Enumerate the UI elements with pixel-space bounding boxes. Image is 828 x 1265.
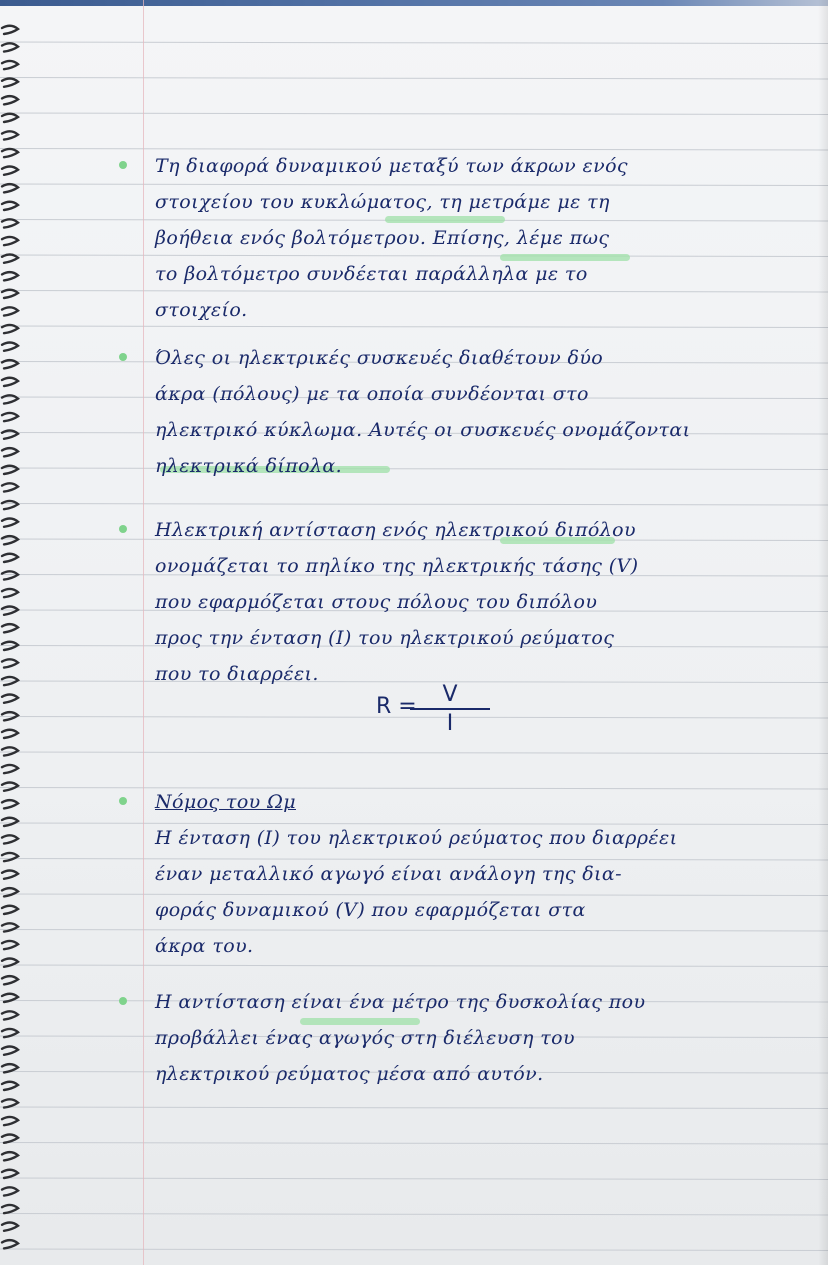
spiral-ring [2,167,18,175]
spiral-ring [2,800,18,808]
spiral-ring [2,642,18,650]
bullet-point [119,353,127,361]
spiral-ring [2,131,18,139]
spiral-ring [2,607,18,615]
rule-line [0,965,828,967]
spiral-ring [2,1152,18,1160]
spiral-ring [2,589,18,597]
note-line: που εφαρμόζεται στους πόλους του διπόλου [155,591,598,613]
spiral-ring [2,818,18,826]
rule-line [0,752,828,754]
spiral-ring [2,26,18,34]
spiral-ring [2,219,18,227]
spiral-ring [2,1029,18,1037]
spiral-ring [2,730,18,738]
spiral-ring [2,1187,18,1195]
resistance-formula [376,682,490,738]
rule-line [0,42,828,44]
spiral-ring [2,1117,18,1125]
note-line: στοιχείο. [155,299,248,321]
note-paragraph-ohms-law [155,784,795,964]
spiral-ring [2,360,18,368]
spiral-ring [2,1205,18,1213]
rule-line [0,1107,828,1109]
spiral-ring [2,343,18,351]
spiral-ring [2,184,18,192]
spiral-ring [2,923,18,931]
spiral-ring [2,677,18,685]
spiral-ring [2,712,18,720]
note-line: Ηλεκτρική αντίσταση ενός ηλεκτρικού διπόλου [155,519,636,541]
spiral-ring [2,835,18,843]
spiral-ring [2,237,18,245]
margin-line [143,0,144,1265]
note-line: προβάλλει ένας αγωγός στη διέλευση του [155,1027,575,1049]
spiral-ring [2,431,18,439]
spiral-ring [2,501,18,509]
spiral-ring [2,202,18,210]
spiral-ring [2,43,18,51]
note-line: το βολτόμετρο συνδέεται παράλληλα με το [155,263,588,285]
spiral-ring [2,571,18,579]
spiral-ring [2,395,18,403]
spiral-ring [2,448,18,456]
note-line: ονομάζεται το πηλίκο της ηλεκτρικής τάσης (V) [155,555,639,577]
spiral-ring [2,96,18,104]
spiral-ring [2,994,18,1002]
spiral-ring [2,1170,18,1178]
formula-denominator: I [446,711,454,736]
note-line: άκρα του. [155,935,254,957]
note-line: ηλεκτρικού ρεύματος μέσα από αυτόν. [155,1063,544,1085]
rule-line [0,1178,828,1180]
spiral-ring [2,853,18,861]
spiral-ring [2,519,18,527]
bullet-point [119,161,127,169]
spiral-ring [2,1047,18,1055]
spiral-binding [0,0,24,1265]
spiral-ring [2,1011,18,1019]
note-line: ηλεκτρικό κύκλωμα. Αυτές οι συσκευές ονομάζονται [155,419,691,441]
spiral-ring [2,959,18,967]
spiral-ring [2,483,18,491]
rule-line [0,1143,828,1145]
spiral-ring [2,659,18,667]
spiral-ring [2,79,18,87]
note-line: έναν μεταλλικό αγωγό είναι ανάλογη της δια- [155,863,622,885]
note-paragraph-resistance-measure [155,984,795,1092]
spiral-ring [2,1099,18,1107]
note-line: άκρα (πόλους) με τα οποία συνδέονται στο [155,383,589,405]
page-shadow [818,0,828,1265]
note-paragraph-dipoles [155,340,795,484]
spiral-ring [2,888,18,896]
note-line: στοιχείου του κυκλώματος, τη μετράμε με τη [155,191,610,213]
spiral-ring [2,941,18,949]
spiral-ring [2,536,18,544]
spiral-ring [2,871,18,879]
bullet-point [119,797,127,805]
spiral-ring [2,149,18,157]
note-paragraph-resistance-definition [155,512,795,692]
spiral-ring [2,783,18,791]
bullet-point [119,997,127,1005]
spiral-ring [2,272,18,280]
spiral-ring [2,255,18,263]
rule-line [0,1249,828,1251]
spiral-ring [2,1223,18,1231]
note-line: Η ένταση (I) του ηλεκτρικού ρεύματος που διαρρέει [155,827,678,849]
formula-left-side: R = [376,694,417,719]
spiral-ring [2,1240,18,1248]
spiral-ring [2,378,18,386]
spiral-ring [2,976,18,984]
note-line: φοράς δυναμικού (V) που εφαρμόζεται στα [155,899,586,921]
spiral-ring [2,61,18,69]
spiral-ring [2,695,18,703]
spiral-ring [2,624,18,632]
rule-line [0,113,828,115]
formula-numerator: V [410,682,490,710]
note-line: που το διαρρέει. [155,663,319,685]
note-line: Τη διαφορά δυναμικού μεταξύ των άκρων ενός [155,155,628,177]
note-line: Η αντίσταση είναι ένα μέτρο της δυσκολίας που [155,991,646,1013]
spiral-ring [2,114,18,122]
note-line: Όλες οι ηλεκτρικές συσκευές διαθέτουν δύο [155,347,604,369]
note-line: προς την ένταση (I) του ηλεκτρικού ρεύματος [155,627,615,649]
ohms-law-heading: Νόμος του Ωμ [155,791,296,813]
spiral-ring [2,466,18,474]
spiral-ring [2,325,18,333]
rule-line [0,504,828,506]
spiral-ring [2,554,18,562]
note-paragraph-voltmeter [155,148,795,328]
spiral-ring [2,747,18,755]
spiral-ring [2,413,18,421]
spiral-ring [2,290,18,298]
rule-line [0,1214,828,1216]
spiral-ring [2,307,18,315]
spiral-ring [2,1082,18,1090]
spiral-ring [2,1064,18,1072]
spiral-ring [2,906,18,914]
note-line: βοήθεια ενός βολτόμετρου. Επίσης, λέμε πως [155,227,610,249]
bullet-point [119,525,127,533]
spiral-ring [2,1135,18,1143]
rule-line [0,78,828,80]
spiral-ring [2,765,18,773]
note-line: ηλεκτρικά δίπολα. [155,455,343,477]
